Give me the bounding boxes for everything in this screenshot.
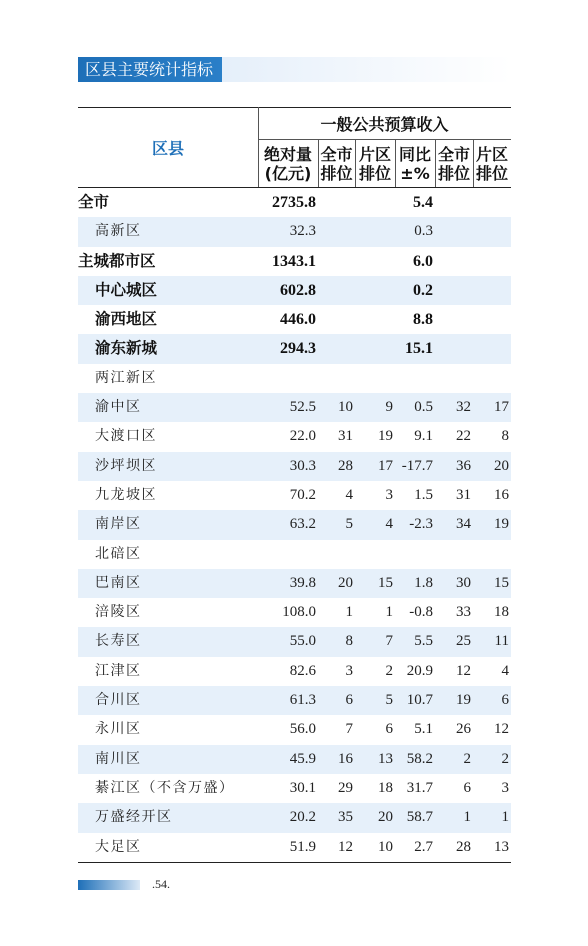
district-name: 两江新区 [95,370,157,386]
growth-cell [395,364,435,393]
amount-cell: 294.3 [280,340,316,358]
amount-area-rank-cell: 2 [385,662,393,679]
growth-cell: 0.5 [414,399,433,416]
growth-city-rank-cell: 32 [456,399,471,416]
growth-area-rank-cell: 17 [494,399,509,416]
amount-cell: 51.9 [289,838,316,855]
growth-city-rank-cell: 19 [456,692,471,709]
growth-area-rank-cell [473,305,511,334]
growth-city-rank-cell: 25 [456,633,471,650]
amount-area-rank-cell: 7 [385,633,393,650]
growth-city-rank-cell [435,364,473,393]
growth-area-rank-cell: 6 [501,692,509,709]
amount-area-rank-cell: 19 [378,428,393,445]
growth-cell: 1.8 [414,574,433,591]
growth-city-rank-cell: 36 [456,457,471,474]
amount-cell: 52.5 [289,399,316,416]
growth-area-rank-cell: 12 [494,721,509,738]
amount-area-rank-cell: 6 [385,721,393,738]
growth-area-rank-cell [473,540,511,569]
growth-area-rank-cell: 18 [494,604,509,621]
table-row [78,364,511,393]
district-name: 主城都市区 [78,251,156,270]
amount-cell: 22.0 [289,428,316,445]
amount-area-rank-cell: 10 [378,838,393,855]
growth-city-rank-cell [435,217,473,246]
district-name: 涪陵区 [95,605,142,621]
amount-area-rank-cell [355,364,395,393]
amount-cell: 30.3 [289,457,316,474]
growth-city-rank-cell: 12 [456,662,471,679]
amount-city-rank-cell [318,334,355,363]
growth-cell: 20.9 [406,662,433,679]
growth-city-rank-cell [435,276,473,305]
district-name: 江津区 [95,663,142,679]
district-name: 綦江区（不含万盛） [95,780,235,796]
growth-cell: 10.7 [406,692,433,709]
table-bottom-rule [78,862,511,863]
column-header-line1: 片区 [475,145,508,164]
amount-cell: 1343.1 [272,252,316,270]
district-name: 全市 [78,193,110,211]
district-name: 永川区 [95,722,142,738]
growth-cell: 58.7 [406,809,433,826]
amount-city-rank-cell: 6 [345,692,353,709]
growth-city-rank-cell: 22 [456,428,471,445]
growth-city-rank-cell [435,540,473,569]
amount-city-rank-cell: 12 [338,838,353,855]
amount-area-rank-cell [355,276,395,305]
table-body [78,188,511,862]
growth-city-rank-cell: 30 [456,574,471,591]
amount-city-rank-cell [318,364,355,393]
amount-area-rank-cell: 13 [378,750,393,767]
amount-city-rank-cell: 5 [345,516,353,533]
district-name: 九龙坡区 [95,487,157,503]
growth-area-rank-cell: 11 [494,633,509,650]
growth-city-rank-cell: 34 [456,516,471,533]
amount-city-rank-cell: 35 [338,809,353,826]
section-banner-box [78,57,222,82]
column-header-line1: 同比 [398,145,431,164]
district-name: 大足区 [95,839,142,855]
amount-cell: 39.8 [289,574,316,591]
growth-area-rank-cell [473,334,511,363]
table-row [78,598,511,627]
table-row [78,715,511,744]
amount-area-rank-cell: 9 [385,399,393,416]
district-name: 万盛经开区 [95,810,173,826]
growth-area-rank-cell: 8 [501,428,509,445]
district-column-header: 区县 [151,138,184,158]
amount-area-rank-cell [355,247,395,276]
district-name: 长寿区 [95,634,142,650]
district-name: 巴南区 [95,575,142,591]
amount-cell: 108.0 [282,604,316,621]
table-row [78,686,511,715]
column-divider [395,139,396,187]
growth-area-rank-cell: 16 [494,486,509,503]
amount-city-rank-cell [318,305,355,334]
growth-cell: -17.7 [401,457,433,474]
table-row [78,481,511,510]
amount-cell: 55.0 [289,633,316,650]
amount-city-rank-cell: 1 [345,604,353,621]
column-header-line1: 全市 [437,145,470,164]
section-banner [78,57,511,82]
growth-cell: 0.2 [413,281,433,299]
table-row [78,803,511,832]
amount-city-rank-cell: 3 [345,662,353,679]
section-title: 区县主要统计指标 [85,60,214,79]
table-row [78,452,511,481]
column-header-line1: 绝对量 [263,145,312,164]
amount-area-rank-column-header [355,139,395,187]
growth-area-rank-cell: 13 [494,838,509,855]
growth-city-rank-column-header [435,139,473,187]
amount-city-rank-cell: 28 [338,457,353,474]
growth-city-rank-cell: 2 [463,750,471,767]
growth-city-rank-cell: 1 [463,809,471,826]
table-row [78,247,511,276]
amount-city-rank-cell: 16 [338,750,353,767]
amount-cell: 61.3 [289,692,316,709]
amount-city-rank-cell [318,247,355,276]
district-name: 渝中区 [95,400,142,416]
growth-area-rank-column-header [473,139,511,187]
amount-city-rank-column-header [318,139,355,187]
amount-cell: 602.8 [280,281,316,299]
growth-area-rank-cell: 19 [494,516,509,533]
growth-cell: 2.7 [414,838,433,855]
growth-city-rank-cell: 33 [456,604,471,621]
amount-area-rank-cell: 3 [385,486,393,503]
amount-city-rank-cell: 7 [345,721,353,738]
growth-area-rank-cell: 4 [501,662,509,679]
district-name: 南川区 [95,751,142,767]
amount-cell [258,540,318,569]
amount-cell: 70.2 [289,486,316,503]
growth-city-rank-cell: 6 [463,779,471,796]
growth-cell: 5.4 [413,194,433,211]
amount-city-rank-cell: 29 [338,779,353,796]
amount-cell: 30.1 [289,779,316,796]
amount-cell: 20.2 [289,809,316,826]
growth-cell: 58.2 [406,750,433,767]
column-divider [355,139,356,187]
amount-area-rank-cell [355,540,395,569]
growth-column-header [395,139,435,187]
table-row [78,540,511,569]
table-row [78,745,511,774]
growth-city-rank-cell: 28 [456,838,471,855]
growth-cell: 31.7 [406,779,433,796]
growth-area-rank-cell [473,247,511,276]
growth-cell: 5.5 [414,633,433,650]
table-row [78,188,511,217]
amount-city-rank-cell [318,217,355,246]
table-row [78,393,511,422]
district-name: 大渡口区 [95,429,157,445]
column-header-line2: (亿元) [264,164,312,183]
amount-city-rank-cell: 31 [338,428,353,445]
amount-area-rank-cell: 15 [378,574,393,591]
growth-cell: 8.8 [413,311,433,329]
footer-accent-bar [78,880,140,890]
growth-cell: 0.3 [414,223,433,240]
table-row [78,833,511,862]
table-row [78,422,511,451]
growth-area-rank-cell [473,217,511,246]
district-name: 渝西地区 [95,310,158,329]
district-name: 高新区 [95,224,142,240]
column-header-line1: 全市 [320,145,353,164]
amount-city-rank-cell: 8 [345,633,353,650]
table-row [78,510,511,539]
column-divider [435,139,436,187]
table-row [78,657,511,686]
growth-area-rank-cell: 1 [501,809,509,826]
table-row [78,217,511,246]
amount-city-rank-cell: 20 [338,574,353,591]
amount-area-rank-cell [355,305,395,334]
amount-area-rank-cell: 4 [385,516,393,533]
growth-cell: -2.3 [409,516,433,533]
page-number: .54. [152,877,170,891]
growth-city-rank-cell: 26 [456,721,471,738]
amount-area-rank-cell: 17 [378,457,393,474]
amount-cell: 56.0 [289,721,316,738]
growth-cell: -0.8 [409,604,433,621]
statistics-table [78,107,511,864]
growth-city-rank-cell [435,334,473,363]
district-name: 北碚区 [95,546,142,562]
column-header-line2: ±% [400,164,430,183]
column-divider [318,139,319,187]
amount-area-rank-cell [355,334,395,363]
growth-cell [395,540,435,569]
growth-city-rank-cell [435,247,473,276]
amount-cell: 82.6 [289,662,316,679]
budget-revenue-group-header: 一般公共预算收入 [320,114,449,134]
column-header-line2: 排位 [320,164,353,183]
table-row [78,569,511,598]
amount-city-rank-cell: 10 [338,399,353,416]
amount-area-rank-cell: 1 [385,604,393,621]
district-name: 合川区 [95,693,142,709]
amount-city-rank-cell: 4 [345,486,353,503]
amount-city-rank-cell [318,540,355,569]
growth-area-rank-cell: 3 [501,779,509,796]
district-name: 渝东新城 [95,339,158,358]
district-name: 南岸区 [95,517,142,533]
column-header-line2: 排位 [437,164,470,183]
amount-area-rank-cell: 20 [378,809,393,826]
growth-cell: 5.1 [414,721,433,738]
column-divider [473,139,474,187]
amount-area-rank-cell [355,188,395,217]
column-header-line2: 排位 [358,164,391,183]
district-name: 中心城区 [95,280,158,299]
growth-city-rank-cell [435,305,473,334]
amount-area-rank-cell: 18 [378,779,393,796]
growth-city-rank-cell: 31 [456,486,471,503]
table-row [78,627,511,656]
growth-area-rank-cell [473,188,511,217]
growth-cell: 9.1 [414,428,433,445]
growth-area-rank-cell: 20 [494,457,509,474]
growth-area-rank-cell [473,276,511,305]
amount-column-header [258,139,318,187]
table-row [78,276,511,305]
amount-cell: 2735.8 [272,194,316,211]
table-row [78,334,511,363]
amount-cell [258,364,318,393]
district-name: 沙坪坝区 [95,458,157,474]
table-row [78,774,511,803]
amount-cell: 63.2 [289,516,316,533]
amount-area-rank-cell [355,217,395,246]
amount-cell: 32.3 [289,223,316,240]
amount-city-rank-cell [318,276,355,305]
growth-area-rank-cell: 15 [494,574,509,591]
column-header-line2: 排位 [475,164,508,183]
growth-cell: 6.0 [413,252,433,270]
column-header-line1: 片区 [358,145,391,164]
amount-area-rank-cell: 5 [385,692,393,709]
amount-cell: 446.0 [280,311,316,329]
growth-area-rank-cell: 2 [501,750,509,767]
growth-area-rank-cell [473,364,511,393]
growth-city-rank-cell [435,188,473,217]
growth-cell: 1.5 [414,486,433,503]
growth-cell: 15.1 [405,340,433,358]
amount-cell: 45.9 [289,750,316,767]
table-row [78,305,511,334]
amount-city-rank-cell [318,188,355,217]
